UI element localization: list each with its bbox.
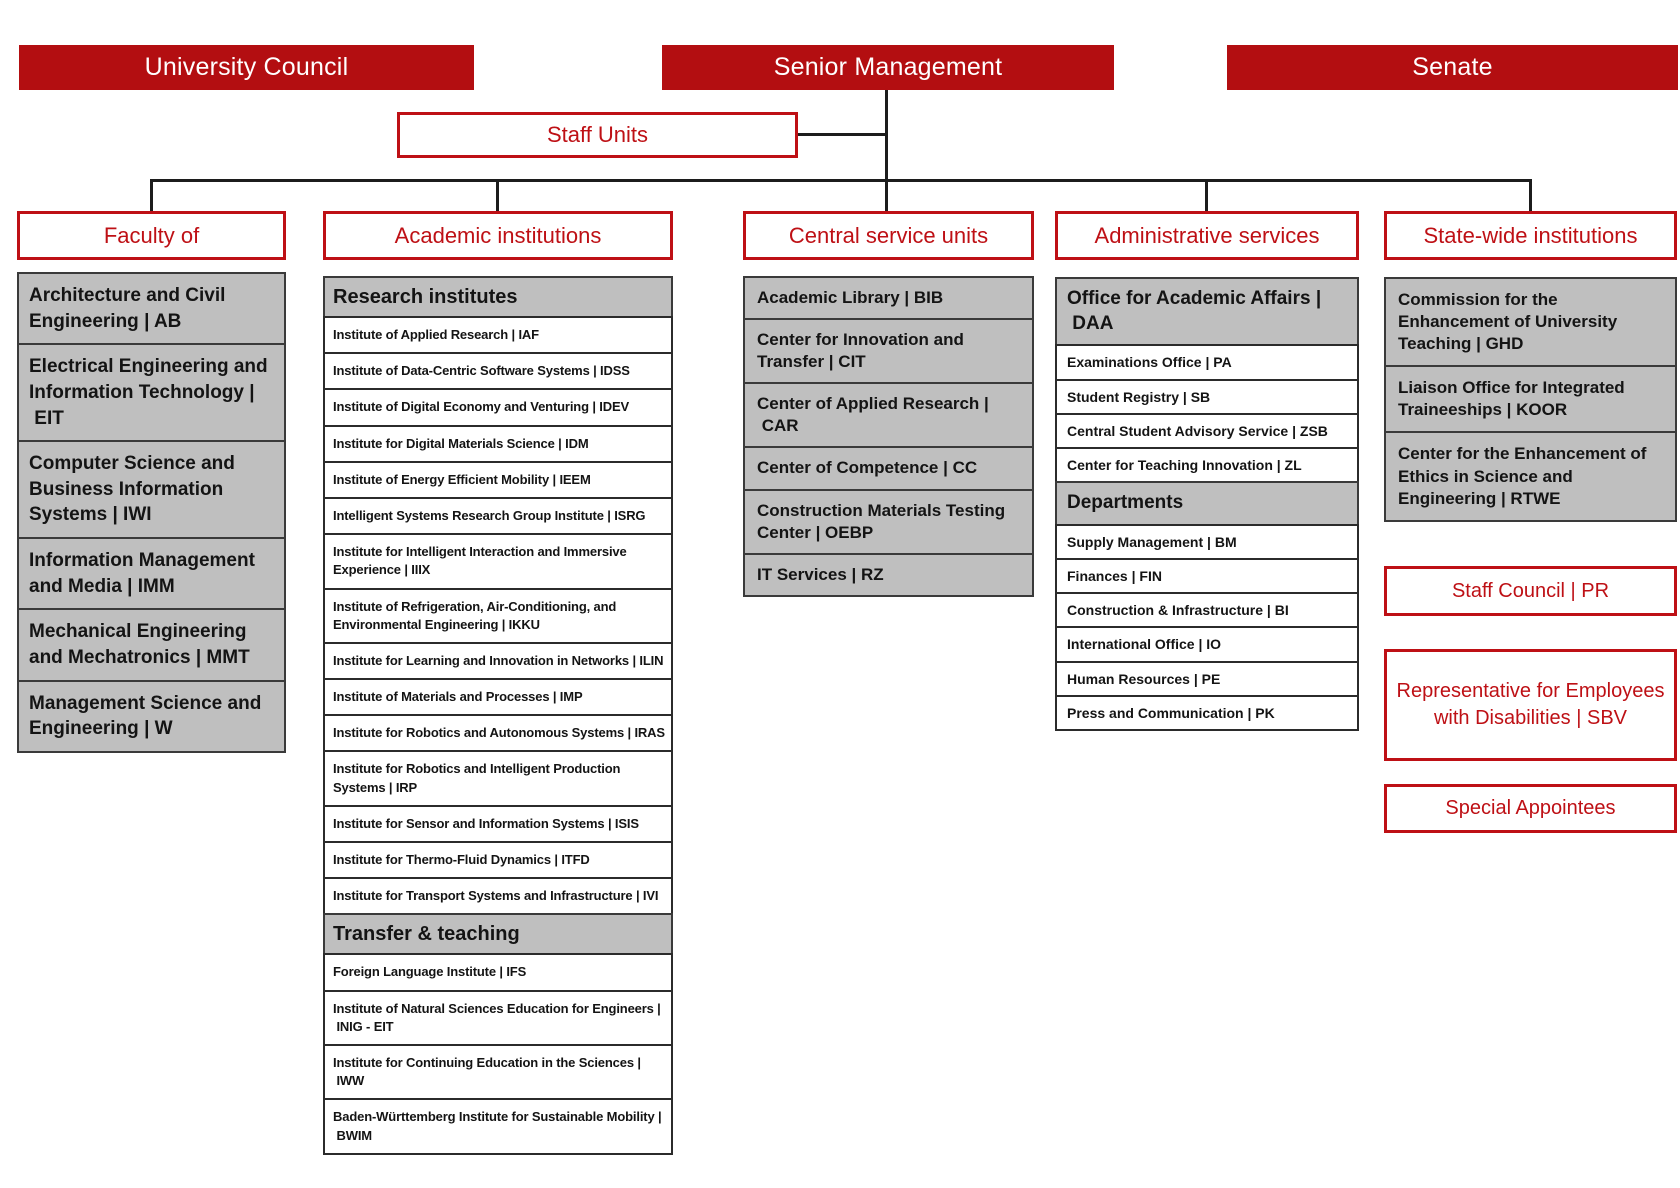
admin-item: Supply Management | BM: [1055, 524, 1359, 560]
institute-item: Foreign Language Institute | IFS: [323, 953, 673, 991]
institute-item: Institute for Thermo-Fluid Dynamics | ITFD: [323, 841, 673, 879]
institute-item: Institute of Applied Research | IAF: [323, 316, 673, 354]
institute-item: Institute for Digital Materials Science | IDM: [323, 425, 673, 463]
statewide-column: [1384, 277, 1677, 522]
faculty-item: Mechanical Engineering and Mechatronics | MMT: [17, 608, 286, 681]
faculty-item: Computer Science and Business Information Systems | IWI: [17, 440, 286, 539]
institute-item: Institute for Robotics and Intelligent Production Systems | IRP: [323, 750, 673, 806]
section-header-research-institutes: Research institutes: [323, 276, 673, 318]
central-item: IT Services | RZ: [743, 553, 1034, 597]
institute-item: Baden-Württemberg Institute for Sustainable Mobility | BWIM: [323, 1098, 673, 1154]
connector-stub-faculty: [150, 179, 153, 212]
org-box-senior-management: Senior Management: [662, 45, 1114, 90]
central-item: Center of Applied Research | CAR: [743, 382, 1034, 448]
admin-column: [1055, 277, 1359, 731]
org-box-senate: Senate: [1227, 45, 1678, 90]
admin-item: Finances | FIN: [1055, 558, 1359, 594]
column-header-admin: Administrative services: [1055, 211, 1359, 260]
institute-item: Institute for Learning and Innovation in Networks | ILIN: [323, 642, 673, 680]
admin-item: Press and Communication | PK: [1055, 695, 1359, 731]
section-header-transfer-teaching: Transfer & teaching: [323, 913, 673, 955]
column-header-academic: Academic institutions: [323, 211, 673, 260]
faculty-item: Information Management and Media | IMM: [17, 537, 286, 610]
connector-stub-admin: [1205, 179, 1208, 212]
statewide-item: Center for the Enhancement of Ethics in Science and Engineering | RTWE: [1384, 431, 1677, 521]
org-box-special-appointees: Special Appointees: [1384, 784, 1677, 833]
central-column: [743, 276, 1034, 597]
connector-senior-management-vertical: [885, 90, 888, 212]
institute-item: Institute for Robotics and Autonomous Systems | IRAS: [323, 714, 673, 752]
faculty-column: [17, 272, 286, 753]
org-box-university-council: University Council: [19, 45, 474, 90]
academic-column: [323, 276, 673, 1155]
org-box-staff-units: Staff Units: [397, 112, 798, 158]
statewide-item: Liaison Office for Integrated Traineeships | KOOR: [1384, 365, 1677, 433]
institute-item: Institute for Intelligent Interaction and Immersive Experience | IIIX: [323, 533, 673, 589]
admin-item: Construction & Infrastructure | BI: [1055, 592, 1359, 628]
column-header-faculty: Faculty of: [17, 211, 286, 260]
institute-item: Intelligent Systems Research Group Institute | ISRG: [323, 497, 673, 535]
faculty-item: Management Science and Engineering | W: [17, 680, 286, 753]
central-item: Academic Library | BIB: [743, 276, 1034, 320]
connector-stub-academic: [496, 179, 499, 212]
admin-item: Examinations Office | PA: [1055, 344, 1359, 380]
institute-item: Institute for Continuing Education in the Sciences | IWW: [323, 1044, 673, 1100]
connector-stub-statewide: [1529, 179, 1532, 212]
institute-item: Institute for Transport Systems and Infrastructure | IVI: [323, 877, 673, 915]
institute-item: Institute of Data-Centric Software Systems | IDSS: [323, 352, 673, 390]
admin-item: Center for Teaching Innovation | ZL: [1055, 447, 1359, 483]
institute-item: Institute for Sensor and Information Systems | ISIS: [323, 805, 673, 843]
central-item: Center for Innovation and Transfer | CIT: [743, 318, 1034, 384]
statewide-item: Commission for the Enhancement of University Teaching | GHD: [1384, 277, 1677, 367]
column-header-central: Central service units: [743, 211, 1034, 260]
institute-item: Institute of Refrigeration, Air-Conditioning, and Environmental Engineering | IKKU: [323, 588, 673, 644]
org-box-disability-representative: Representative for Employees with Disabilities | SBV: [1384, 649, 1677, 761]
institute-item: Institute of Digital Economy and Venturing | IDEV: [323, 388, 673, 426]
connector-staff-units-horizontal: [798, 133, 887, 136]
group-header-departments: Departments: [1055, 481, 1359, 526]
institute-item: Institute of Natural Sciences Education for Engineers | INIG - EIT: [323, 990, 673, 1046]
admin-item: Human Resources | PE: [1055, 661, 1359, 697]
column-header-statewide: State-wide institutions: [1384, 211, 1677, 260]
admin-item: Central Student Advisory Service | ZSB: [1055, 413, 1359, 449]
institute-item: Institute of Materials and Processes | IMP: [323, 678, 673, 716]
central-item: Center of Competence | CC: [743, 446, 1034, 490]
admin-item: International Office | IO: [1055, 626, 1359, 662]
group-header-academic-affairs: Office for Academic Affairs | DAA: [1055, 277, 1359, 346]
central-item: Construction Materials Testing Center | OEBP: [743, 489, 1034, 555]
org-box-staff-council: Staff Council | PR: [1384, 566, 1677, 616]
faculty-item: Architecture and Civil Engineering | AB: [17, 272, 286, 345]
admin-item: Student Registry | SB: [1055, 379, 1359, 415]
institute-item: Institute of Energy Efficient Mobility | IEEM: [323, 461, 673, 499]
faculty-item: Electrical Engineering and Information Technology | EIT: [17, 343, 286, 442]
connector-bus-horizontal: [150, 179, 1532, 182]
